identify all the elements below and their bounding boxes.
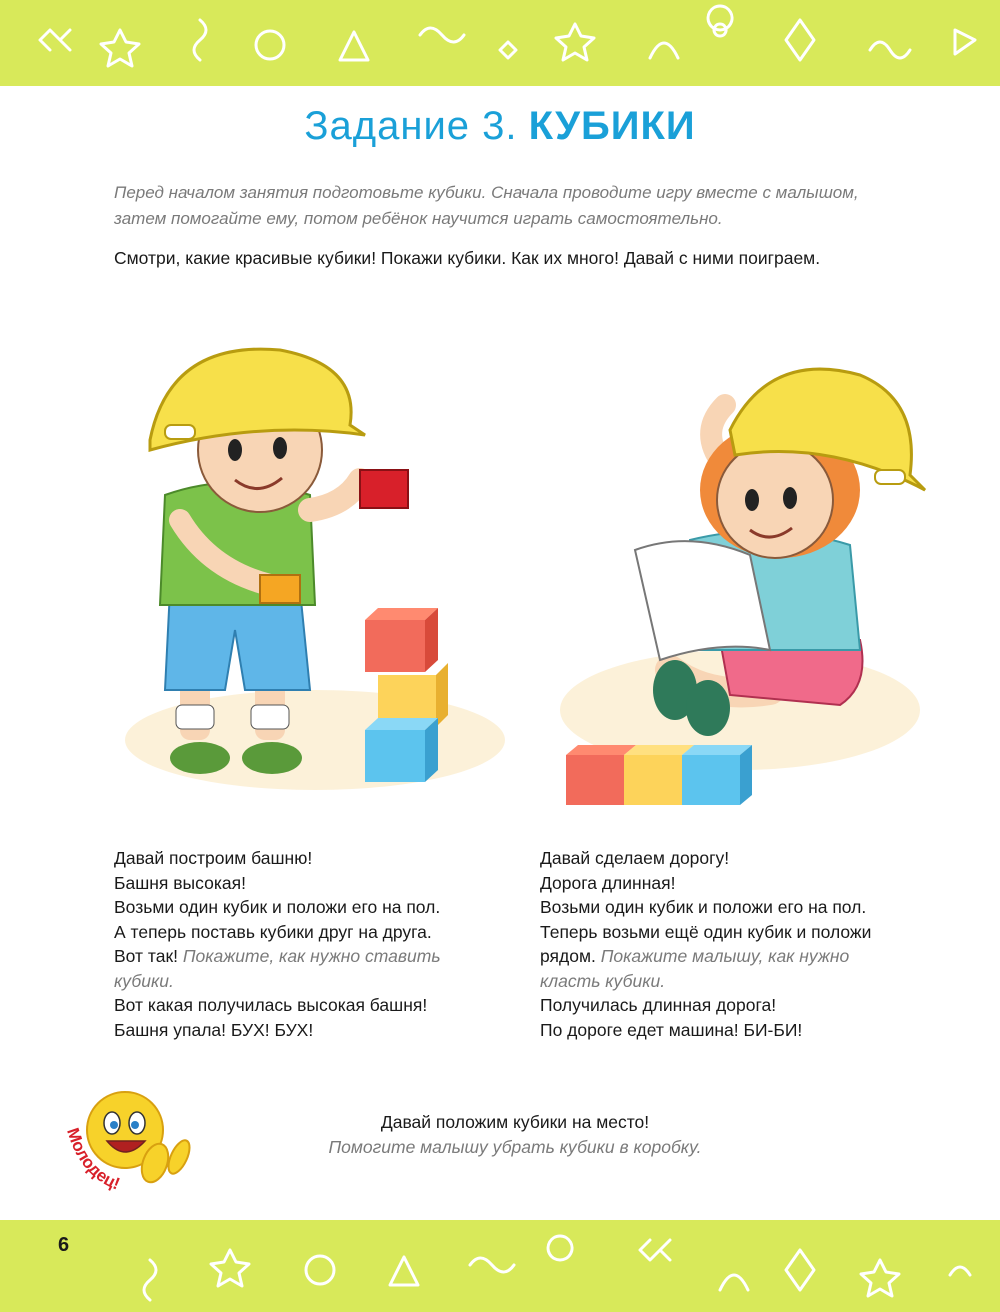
instruction-text: рядом. xyxy=(540,946,601,966)
boy-with-cubes-icon xyxy=(110,320,510,800)
instruction-line: Получилась длинная дорога! xyxy=(540,995,777,1015)
instruction-line xyxy=(114,944,514,969)
page-number: 6 xyxy=(58,1234,70,1256)
bottom-decor-band xyxy=(0,1220,1000,1312)
title-prefix: Задание 3. xyxy=(304,104,518,148)
smiley-clapping-icon xyxy=(55,1085,205,1205)
top-decor-band xyxy=(0,0,1000,86)
title-main: КУБИКИ xyxy=(528,104,696,148)
parent-note: Покажите малышу, как нужно xyxy=(600,946,850,966)
instruction-line: Дорога длинная! xyxy=(540,872,676,893)
parent-note: кубики. xyxy=(114,970,174,991)
instruction-line: Возьми один кубик и положи его на пол. xyxy=(540,897,867,917)
closing-line: Давай положим кубики на место! xyxy=(380,1112,650,1132)
intro-line: Перед началом занятия подготовьте кубики. Сначала проводите игру вместе с малышом, xyxy=(114,183,859,202)
instruction-line: Давай построим башню! xyxy=(114,848,313,868)
tower-instructions xyxy=(114,846,514,1042)
instruction-line: Давай сделаем дорогу! xyxy=(540,848,730,868)
badge-text: Молодец! xyxy=(63,1125,123,1194)
decor-shapes-icon xyxy=(0,0,1000,86)
instruction-line: Вот какая получилась высокая башня! xyxy=(114,995,428,1015)
road-instructions xyxy=(540,846,940,1042)
instruction-line: А теперь поставь кубики друг на друга. xyxy=(114,921,432,942)
girl-with-cubes-icon xyxy=(540,340,930,820)
instruction-line: Теперь возьми ещё один кубик и положи xyxy=(540,921,872,942)
closing-block xyxy=(250,1110,780,1159)
lead-paragraph: Смотри, какие красивые кубики! Покажи кубики. Как их много! Давай с ними поиграем. xyxy=(114,248,821,268)
parent-note: класть кубики. xyxy=(540,970,666,991)
girl-building-road-illustration xyxy=(540,340,930,820)
decor-shapes-icon xyxy=(0,1220,1000,1312)
instruction-line: Башня высокая! xyxy=(114,872,246,893)
instruction-line: Возьми один кубик и положи его на пол. xyxy=(114,897,441,917)
instruction-line xyxy=(540,944,940,969)
closing-note: Помогите малышу убрать кубики в коробку. xyxy=(328,1136,702,1157)
well-done-badge xyxy=(55,1085,205,1205)
instruction-line: По дороге едет машина! БИ-БИ! xyxy=(540,1019,803,1040)
instruction-line: Башня упала! БУХ! БУХ! xyxy=(114,1019,314,1040)
parent-note: Покажите, как нужно ставить xyxy=(182,946,441,966)
boy-building-tower-illustration xyxy=(110,320,510,800)
intro-note xyxy=(114,180,914,232)
intro-line: затем помогайте ему, потом ребёнок научится играть самостоятельно. xyxy=(114,209,723,228)
page-title xyxy=(0,104,1000,149)
instruction-text: Вот так! xyxy=(114,946,183,966)
